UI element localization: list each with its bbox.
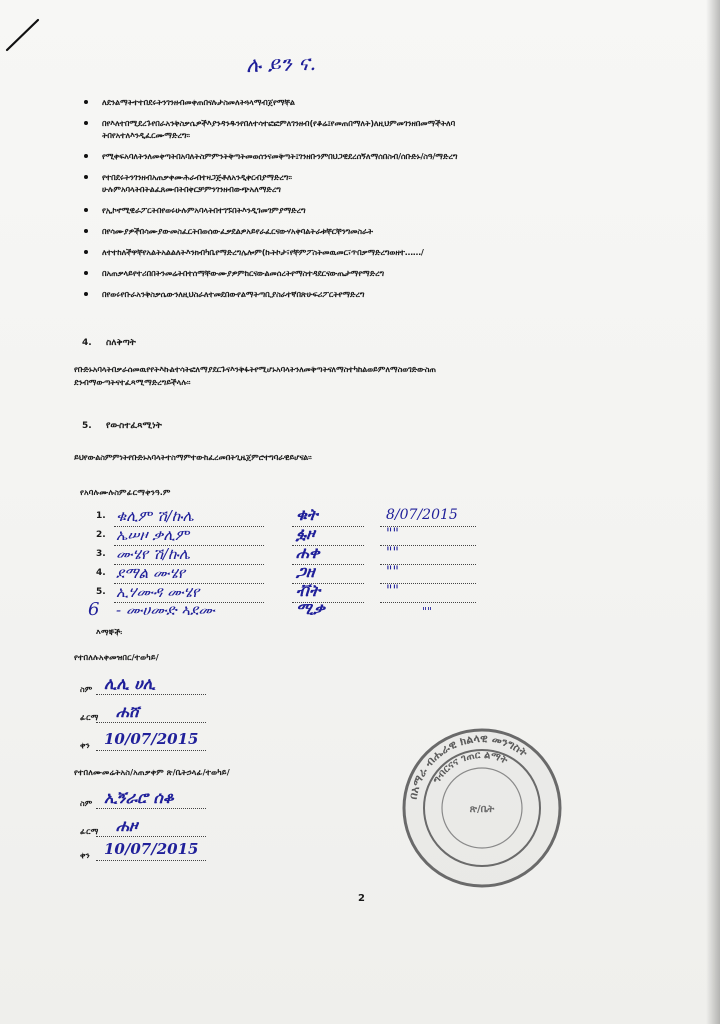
duty-item-continuation: ሁሉምአባላትበትልፈጸሙበትበቀርቻምንገንዘብውጭአለማድረግ (102, 184, 281, 194)
pen-stroke-mark (4, 14, 44, 54)
members-label: የአባሉሙሉስምፊርማቀንዓ.ም (80, 487, 171, 497)
page-number: 2 (358, 893, 365, 904)
member-name: ኢሃሙዳ ሙሄየ (116, 583, 200, 601)
duty-item: በየወሩየቡራአንቅስቃሴውንለዚህስራለተመደበውየልማትጣቢያስራተኛበጽሁፍሪፖርትየማድረግ (84, 288, 664, 300)
member-name: ኤሠዞ ቃሊም (116, 526, 190, 544)
approved-by-label: የተበለሙመሬትአስ/አጠቃቀም ጽ/ቤትኃላፊ/ተወካይ/ (74, 767, 230, 777)
field-value: ሊሊ ሀሊ (104, 674, 156, 693)
section-4-line: ደንብማውጣትናተፈጻሚማድረግይችላሉ፡፡ (74, 377, 191, 387)
received-name-field (80, 674, 156, 695)
field-value: ሐዞ (116, 816, 138, 835)
member-number: 4. (96, 568, 106, 578)
approved-name-field (80, 788, 174, 809)
field-value: 10/07/2015 (104, 840, 199, 858)
member-name: ቁሊም ሽ/ኩሌ (116, 507, 194, 525)
field-label: ስም (80, 684, 93, 694)
member-number: 1. (96, 511, 106, 521)
member-signature: ሐቀ (296, 543, 320, 562)
member-date: "" (386, 564, 399, 580)
member-signature: ቁት (296, 505, 318, 524)
field-line (96, 694, 206, 695)
page-edge-shadow (706, 0, 720, 1024)
member-number: 5. (96, 587, 106, 597)
member-number: 3. (96, 549, 106, 559)
member-date: 8/07/2015 (386, 507, 458, 523)
member-name: ደማል ሙሄየ (116, 564, 185, 582)
member-row (88, 601, 528, 621)
section-5-text: ይህየውልስምምነትየቡድኑአባላትተስማምተውከፈረመበትጊዜጀምሮተግባራዊይሆናል፡፡ (74, 452, 312, 462)
field-line (96, 722, 206, 723)
duty-item: በየሳሙያዎችበሳሙያውመስፈርትበወሰውፈቃደልዎአይየራፈርናውሃአቀባልትራቱቸርቸንግመስራት (84, 225, 664, 237)
duty-item: የተበደሩትንገንዘብአጠቃቀሙሕራብተዛጋጅቶለአንዲቀርብያማድረግ፡፡ ሁሉምአባላትበትልፈጸሙበትበቀርቻምንገንዘብውጭአለማድረግ (84, 171, 664, 195)
member-signature: ጋዘ (296, 562, 315, 581)
field-value: ሐሸ (116, 702, 139, 721)
field-line (96, 836, 206, 837)
field-label: ስም (80, 798, 93, 808)
member-signature: ሚቃ (296, 599, 325, 618)
duties-list (84, 96, 664, 309)
field-label: ፊርማ (80, 712, 99, 722)
section-number: 4. (82, 338, 92, 348)
duty-item: በአጠቃላይየተሪበበትንመሬትበተሰማቸውሙያዎምከርናውልመሰረትየማስተዳደርናውጤታማየማድረግ (84, 267, 664, 279)
stamp-center-text: ጽ/ቤት (469, 804, 495, 815)
member-date: "" (386, 583, 399, 599)
duty-item: ለተተከለችዋቸየአልትአልልለትእንክብካቤየማድረግሌሎም(ኩትኮታ፣የቸምፖስትመዉመር፣ጥበቃማድረግወዘተ……/ (84, 246, 664, 258)
member-number: 2. (96, 530, 106, 540)
section-5-heading (82, 421, 162, 431)
member-name: - ሙሀሙድ ኣደሙ (116, 601, 215, 619)
member-date: "" (422, 605, 433, 618)
duty-item: በየእለተበሚደረጉየበራአንቅስቃሴዎችእያንዳንዱንየበለተሳተፎፎምለገንዘብ(የቆሬ፤የመጠበማለት)ለዚህምመገንዘበመማችትለባ ትበየአተለእንዲፈርሙማድረግ፡፡ (84, 117, 664, 141)
received-date-field (80, 730, 199, 751)
approved-signature-field (80, 816, 138, 837)
field-line (96, 860, 206, 861)
field-line (96, 808, 206, 809)
member-date: "" (386, 526, 399, 542)
section-title: ስለቅጣት (106, 338, 136, 348)
member-row (96, 507, 536, 527)
section-number: 5. (82, 421, 92, 431)
section-4-line: የቡድኑአባላትበቃራሰመዉየየትእኩልተሳትፎለማያደርጉናእንቅፋትየሚሆኑአባላትንለመቅጣትናለማስተካከልወይምለማስወገድውስጠ (74, 364, 436, 374)
member-date: "" (386, 545, 399, 561)
duty-item: የሚቀፍአባለትንለመቀጣትበአባለትስምምንትቅጣትመወሰንናመቅጣት፤ገንዘቡንምበህጋዊደረሰኝለማሰበስብ/ሰቡድኑ/ስዓ/ማድረግ (84, 150, 664, 162)
section-4-text (74, 363, 674, 389)
field-line (96, 750, 206, 751)
duty-item-continuation: ትበየአተለእንዲፈርሙማድረግ፡፡ (102, 130, 190, 140)
section-title: የውስተፈጻሚነት (106, 421, 162, 431)
handwritten-header: ሉ ይን ና. (245, 50, 317, 78)
witnesses-label: እማኞች፡ (96, 627, 123, 637)
member-name: ሙሄየ ሽ/ኩሌ (116, 545, 190, 563)
received-signature-field (80, 702, 139, 723)
approved-date-field (80, 840, 199, 861)
section-4-heading (82, 338, 136, 348)
stamp-middle-text: ግብርናና ገጠር ልማት (431, 749, 510, 786)
member-signature: ፏዞ (296, 524, 315, 543)
member-number: 6 (88, 599, 100, 620)
field-label: ፊርማ (80, 826, 99, 836)
field-label: ቀን (80, 850, 90, 860)
member-signature: ቭት (296, 581, 321, 600)
duty-item: ለደንልማትተተበደሩትንገንዘብመቀጠበናሉታስመለትጓላማብጀየማቸል (84, 96, 664, 108)
duty-item: የኢኮኖሚዊራፖርትበየወሩሁሉምአባላትበተገኙበትእንዲገመገምያማድረግ (84, 204, 664, 216)
field-label: ቀን (80, 740, 90, 750)
member-row (96, 545, 536, 565)
stamp-outer-text: በአማራ ብሔራዊ ክልላዊ መንግስት (406, 731, 530, 801)
field-value: 10/07/2015 (104, 730, 199, 748)
official-stamp (400, 726, 564, 890)
received-by-label: የተበለሉአቀመዝበር/ተወካይ/ (74, 652, 159, 662)
field-value: ኢኝራሮ ሰቆ (104, 788, 174, 807)
